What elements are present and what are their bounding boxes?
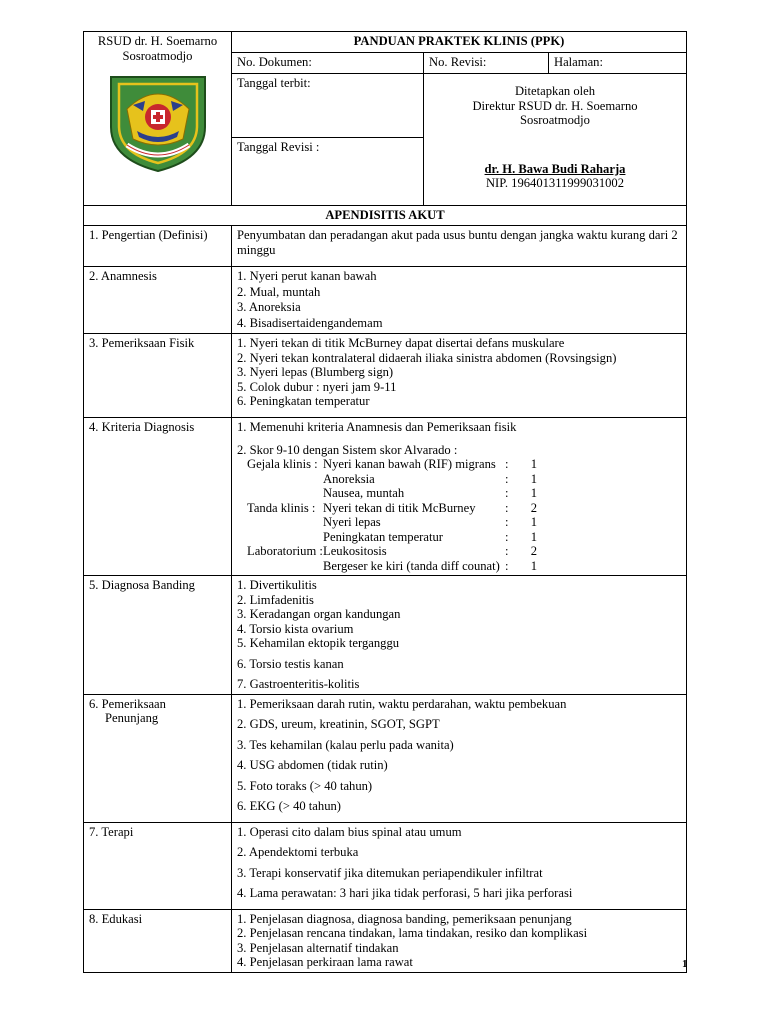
kriteria-content — [232, 418, 687, 576]
diagnosa-banding-list — [232, 576, 687, 695]
hospital-name-line1: RSUD dr. H. Soemarno — [97, 34, 218, 48]
alvarado-group — [237, 559, 323, 574]
penunjang-label — [84, 694, 232, 822]
alvarado-item: Bergeser ke kiri (tanda diff counat) — [323, 558, 500, 573]
list-item: 6. Peningkatan temperatur — [237, 394, 370, 408]
tanggal-terbit-cell: Tanggal terbit: — [232, 74, 424, 138]
alvarado-colon: : — [505, 471, 509, 486]
alvarado-item: Nausea, muntah — [323, 486, 405, 500]
alvarado-colon: : — [505, 529, 509, 544]
alvarado-group — [237, 515, 323, 530]
list-item: 3. Terapi konservatif jika ditemukan periapendikuler infiltrat — [237, 865, 543, 880]
alvarado-item: Nyeri kanan bawah (RIF) migrans — [323, 457, 496, 471]
alvarado-row — [237, 530, 681, 545]
list-item: 2. Mual, muntah — [237, 284, 321, 299]
list-item: 7. Gastroenteritis-kolitis — [237, 677, 360, 691]
alvarado-row — [237, 472, 681, 487]
alvarado-score-table — [237, 457, 681, 573]
alvarado-row — [237, 501, 681, 516]
pengertian-label: 1. Pengertian (Definisi) — [84, 226, 232, 267]
alvarado-group: Gejala klinis : — [247, 457, 318, 471]
topic-title: APENDISITIS AKUT — [84, 206, 687, 226]
alvarado-score: 1 — [530, 529, 537, 544]
edukasi-label: 8. Edukasi — [84, 909, 232, 972]
alvarado-group: Laboratorium : — [247, 544, 323, 558]
list-item: 1. Nyeri tekan di titik McBurney dapat disertai defans muskulare — [237, 336, 565, 350]
alvarado-row — [237, 515, 681, 530]
list-item: 2. Limfadenitis — [237, 592, 314, 607]
anamnesis-label: 2. Anamnesis — [84, 267, 232, 334]
no-dokumen-cell: No. Dokumen: — [232, 53, 424, 74]
alvarado-colon: : — [505, 486, 509, 500]
ditetapkan-cell — [424, 74, 687, 206]
hospital-logo-icon — [103, 71, 213, 175]
list-item: 1. Pemeriksaan darah rutin, waktu perdarahan, waktu pembekuan — [237, 696, 567, 711]
alvarado-item: Nyeri tekan di titik McBurney — [323, 500, 476, 515]
penunjang-label-line1: 6. Pemeriksaan — [89, 696, 166, 711]
alvarado-row — [237, 457, 681, 472]
alvarado-score: 2 — [530, 544, 537, 558]
penunjang-list — [232, 694, 687, 822]
hospital-name-line2: Sosroatmodjo — [122, 48, 193, 63]
kriteria-line2: 2. Skor 9-10 dengan Sistem skor Alvarado : — [237, 442, 458, 457]
list-item: 1. Nyeri perut kanan bawah — [237, 269, 377, 283]
ditetapkan-line1: Ditetapkan oleh — [514, 84, 596, 98]
ppk-table — [83, 31, 687, 973]
alvarado-item: Peningkatan temperatur — [323, 529, 443, 544]
list-item: 1. Divertikulitis — [237, 578, 317, 592]
alvarado-colon: : — [505, 544, 509, 558]
list-item: 4. Torsio kista ovarium — [237, 621, 354, 636]
pemeriksaan-fisik-list — [232, 334, 687, 418]
halaman-cell: Halaman: — [549, 53, 687, 74]
alvarado-row — [237, 559, 681, 574]
list-item: 3. Anoreksia — [237, 300, 301, 314]
alvarado-group — [237, 472, 323, 487]
alvarado-score: 2 — [530, 500, 537, 515]
list-item: 4. USG abdomen (tidak rutin) — [237, 758, 388, 772]
alvarado-score: 1 — [530, 515, 537, 529]
pemeriksaan-fisik-label: 3. Pemeriksaan Fisik — [84, 334, 232, 418]
list-item: 2. Penjelasan rencana tindakan, lama tindakan, resiko dan komplikasi — [237, 926, 588, 940]
alvarado-colon: : — [505, 457, 509, 471]
tanggal-revisi-cell: Tanggal Revisi : — [232, 138, 424, 206]
list-item: 3. Nyeri lepas (Blumberg sign) — [237, 365, 394, 379]
anamnesis-list — [232, 267, 687, 334]
list-item: 2. Nyeri tekan kontralateral didaerah iliaka sinistra abdomen (Rovsingsign) — [237, 350, 617, 365]
alvarado-score: 1 — [530, 457, 537, 471]
list-item: 1. Penjelasan diagnosa, diagnosa banding, pemeriksaan penunjang — [237, 911, 572, 926]
list-item: 5. Foto toraks (> 40 tahun) — [237, 778, 373, 793]
alvarado-group — [237, 530, 323, 545]
list-item: 5. Colok dubur : nyeri jam 9-11 — [237, 379, 397, 394]
hospital-cell — [84, 32, 232, 206]
alvarado-group: Tanda klinis : — [247, 500, 316, 515]
list-item: 3. Tes kehamilan (kalau perlu pada wanita) — [237, 737, 454, 752]
ditetapkan-line2: Direktur RSUD dr. H. Soemarno — [472, 98, 638, 113]
list-item: 6. EKG (> 40 tahun) — [237, 799, 341, 813]
list-item: 4. Penjelasan perkiraan lama rawat — [237, 955, 413, 969]
kriteria-label: 4. Kriteria Diagnosis — [84, 418, 232, 576]
list-item: 5. Kehamilan ektopik terganggu — [237, 636, 400, 650]
list-item: 4. Lama perawatan: 3 hari jika tidak perforasi, 5 hari jika perforasi — [237, 886, 573, 900]
terapi-list — [232, 822, 687, 909]
list-item: 2. GDS, ureum, kreatinin, SGOT, SGPT — [237, 717, 440, 731]
alvarado-row — [237, 544, 681, 559]
alvarado-item: Anoreksia — [323, 471, 375, 486]
list-item: 1. Operasi cito dalam bius spinal atau umum — [237, 824, 462, 839]
list-item: 3. Keradangan organ kandungan — [237, 607, 401, 621]
document-title: PANDUAN PRAKTEK KLINIS (PPK) — [232, 32, 687, 53]
alvarado-colon: : — [505, 515, 509, 529]
edukasi-list — [232, 909, 687, 972]
alvarado-colon: : — [505, 500, 509, 515]
alvarado-group — [237, 486, 323, 501]
alvarado-item: Nyeri lepas — [323, 515, 381, 529]
alvarado-score: 1 — [530, 558, 537, 573]
no-revisi-cell: No. Revisi: — [424, 53, 549, 74]
alvarado-colon: : — [505, 558, 509, 573]
alvarado-score: 1 — [530, 471, 537, 486]
terapi-label: 7. Terapi — [84, 822, 232, 909]
penunjang-label-line2: Penunjang — [105, 711, 159, 725]
alvarado-row — [237, 486, 681, 501]
kriteria-line1: 1. Memenuhi kriteria Anamnesis dan Pemeriksaan fisik — [237, 420, 517, 434]
list-item: 3. Penjelasan alternatif tindakan — [237, 940, 399, 955]
alvarado-item: Leukositosis — [323, 544, 387, 558]
alvarado-score: 1 — [530, 486, 537, 500]
list-item: 2. Apendektomi terbuka — [237, 845, 359, 859]
list-item: 4. Bisadisertaidengandemam — [237, 315, 383, 330]
signatory-nip: NIP. 196401311999031002 — [485, 176, 625, 190]
pengertian-text: Penyumbatan dan peradangan akut pada usus buntu dengan jangka waktu kurang dari 2 minggu — [232, 226, 687, 267]
diagnosa-banding-label: 5. Diagnosa Banding — [84, 576, 232, 695]
ditetapkan-line3: Sosroatmodjo — [520, 113, 590, 127]
page-number: 1 — [682, 958, 688, 970]
signatory-name: dr. H. Bawa Budi Raharja — [484, 161, 626, 176]
list-item: 6. Torsio testis kanan — [237, 656, 344, 671]
